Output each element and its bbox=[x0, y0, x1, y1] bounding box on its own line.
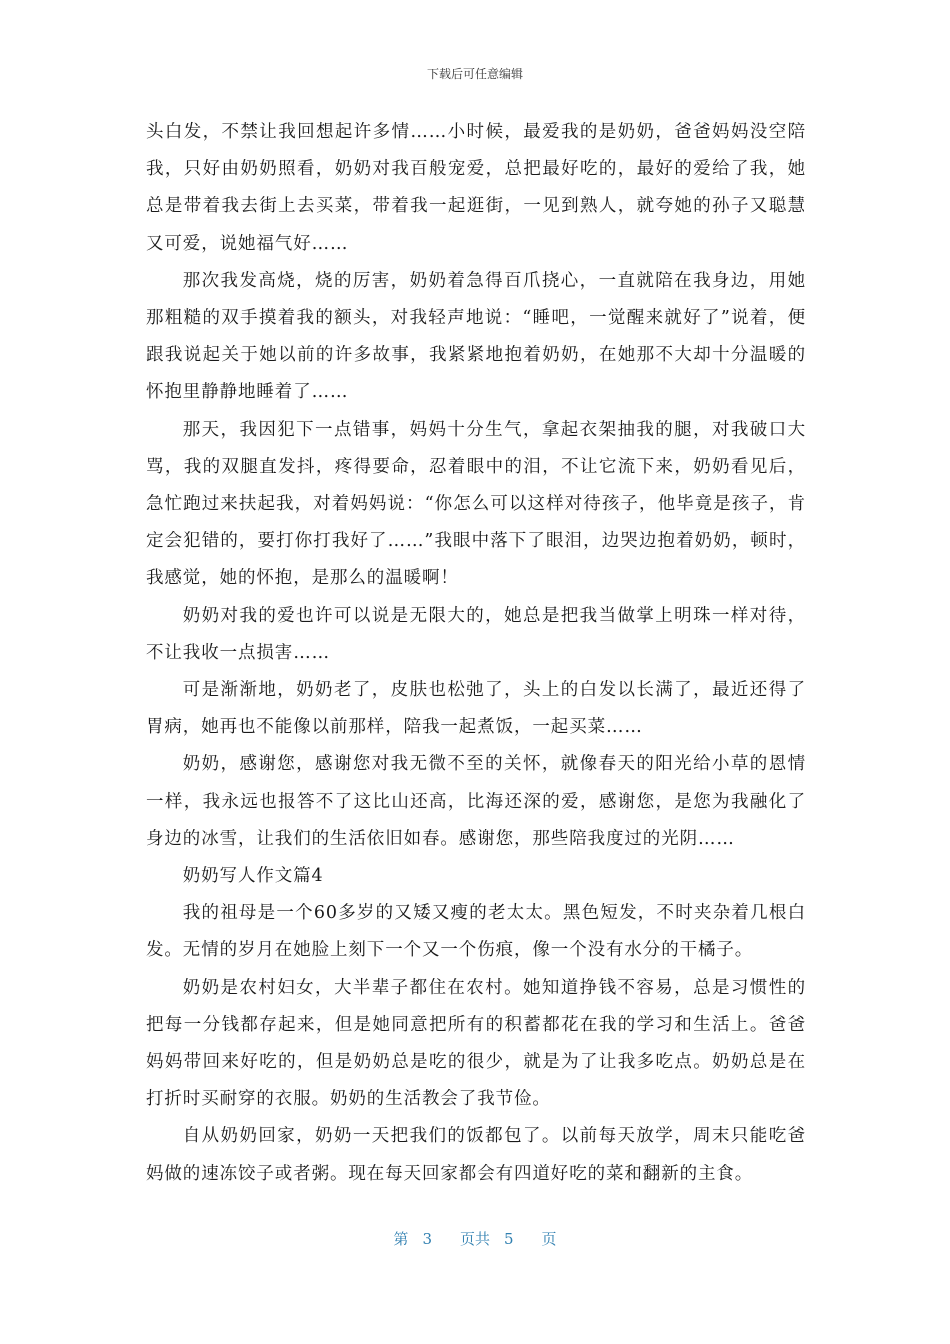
document-body bbox=[146, 114, 806, 1193]
footer-current-page: 3 bbox=[422, 1230, 432, 1248]
paragraph-6: 奶奶，感谢您，感谢您对我无微不至的关怀，就像春天的阳光给小草的恩情一样，我永远也报答不了这比山还高，比海还深的爱，感谢您，是您为我融化了身边的冰雪，让我们的生活依旧如春。感谢您，那些陪我度过的光阴…… bbox=[146, 754, 806, 849]
paragraph-4: 奶奶对我的爱也许可以说是无限大的，她总是把我当做掌上明珠一样对待，不让我收一点损害…… bbox=[146, 605, 806, 663]
paragraph-5: 可是渐渐地，奶奶老了，皮肤也松弛了，头上的白发以长满了，最近还得了胃病，她再也不能像以前那样，陪我一起煮饭，一起买菜…… bbox=[146, 680, 806, 738]
footer-total-pages: 5 bbox=[504, 1230, 514, 1248]
paragraph-3: 那天，我因犯下一点错事，妈妈十分生气，拿起衣架抽我的腿，对我破口大骂，我的双腿直发抖，疼得要命，忍着眼中的泪，不让它流下来，奶奶看见后，急忙跑过来扶起我，对着妈妈说：“你怎么可以这样对待孩子，他毕竟是孩子，肯定会犯错的，要打你打我好了……”我眼中落下了眼泪，边哭边抱着奶奶，顿时，我感觉，她的怀抱，是那么的温暖啊！ bbox=[146, 419, 806, 589]
page-footer bbox=[0, 1228, 950, 1250]
paragraph-7: 我的祖母是一个60多岁的又矮又瘦的老太太。黑色短发，不时夹杂着几根白发。无情的岁月在她脸上刻下一个又一个伤痕，像一个没有水分的干橘子。 bbox=[146, 903, 806, 961]
footer-suffix: 页 bbox=[541, 1230, 557, 1248]
paragraph-8: 奶奶是农村妇女，大半辈子都住在农村。她知道挣钱不容易，总是习惯性的把每一分钱都存起来，但是她同意把所有的积蓄都花在我的学习和生活上。爸爸妈妈带回来好吃的，但是奶奶总是吃的很少，就是为了让我多吃点。奶奶总是在打折时买耐穿的衣服。奶奶的生活教会了我节俭。 bbox=[146, 977, 806, 1110]
paragraph-2: 那次我发高烧，烧的厉害，奶奶着急得百爪挠心，一直就陪在我身边，用她那粗糙的双手摸着我的额头，对我轻声地说：“睡吧，一觉醒来就好了”说着，便跟我说起关于她以前的许多故事，我紧紧地抱着奶奶，在她那不大却十分温暖的怀抱里静静地睡着了…… bbox=[146, 270, 806, 403]
paragraph-9: 自从奶奶回家，奶奶一天把我们的饭都包了。以前每天放学，周末只能吃爸妈做的速冻饺子或者粥。现在每天回家都会有四道好吃的菜和翻新的主食。 bbox=[146, 1126, 806, 1184]
footer-middle: 页共 bbox=[459, 1230, 490, 1248]
page-header-note: 下载后可任意编辑 bbox=[426, 67, 523, 81]
section-title: 奶奶写人作文篇4 bbox=[182, 866, 324, 887]
paragraph-1: 头白发，不禁让我回想起许多情……小时候，最爱我的是奶奶，爸爸妈妈没空陪我，只好由奶奶照看，奶奶对我百般宠爱，总把最好吃的，最好的爱给了我，她总是带着我去街上去买菜，带着我一起逛街，一见到熟人，就夸她的孙子又聪慧又可爱，说她福气好…… bbox=[146, 122, 806, 254]
footer-prefix: 第 bbox=[393, 1230, 409, 1248]
